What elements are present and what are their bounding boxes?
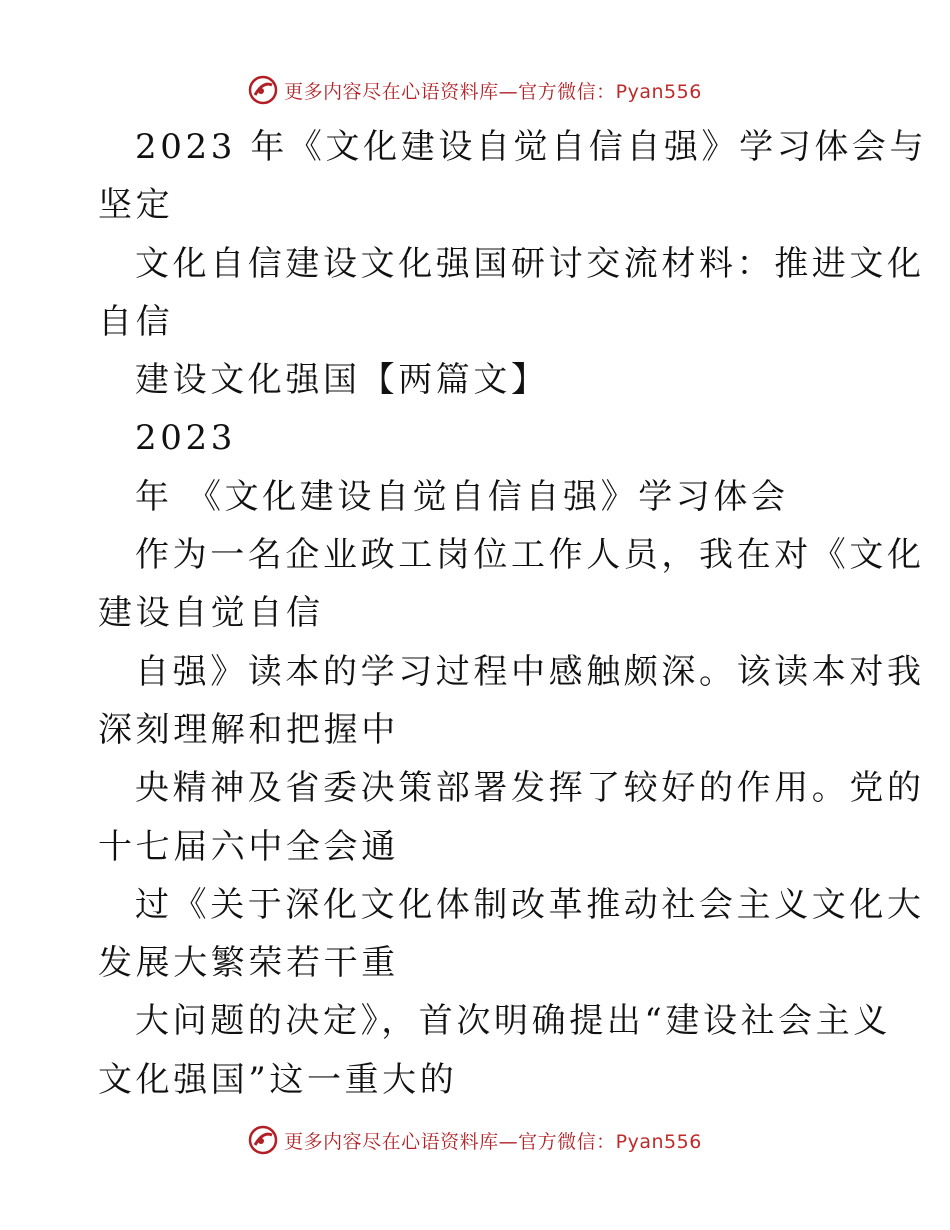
text-line: 2023 (135, 418, 236, 459)
text-line: 央精神及省委决策部署发挥了较好的作用。党的 (135, 768, 925, 809)
document-body (98, 118, 928, 1109)
footer-watermark (0, 1120, 950, 1160)
text-line: 自信 (98, 301, 174, 342)
text-line: 建设文化强国【两篇文】 (135, 360, 549, 401)
text-line: 大问题的决定》，首次明确提出“建设社会主义 (135, 1001, 891, 1042)
brand-logo-icon (248, 75, 278, 105)
watermark-text: 更多内容尽在心语资料库—官方微信：Pyan556 (284, 80, 702, 103)
brand-logo-icon (248, 1125, 278, 1155)
text-line: 作为一名企业政工岗位工作人员，我在对《文化 (135, 535, 925, 576)
text-line: 十七届六中全会通 (98, 826, 399, 867)
wechat-id: Pyan556 (615, 80, 702, 103)
watermark-text: 更多内容尽在心语资料库—官方微信：Pyan556 (284, 1130, 702, 1153)
text-line: 深刻理解和把握中 (98, 709, 399, 750)
wechat-id: Pyan556 (615, 1130, 702, 1153)
text-line: 自强》读本的学习过程中感触颇深。该读本对我 (135, 651, 925, 692)
text-line: 过《关于深化文化体制改革推动社会主义文化大 (135, 884, 925, 925)
header-watermark (0, 70, 950, 110)
text-line: 坚定 (98, 185, 174, 226)
text-line: 文化强国”这一重大的 (98, 1059, 458, 1100)
text-line: 建设自觉自信 (98, 593, 324, 634)
text-line: 文化自信建设文化强国研讨交流材料：推进文化 (135, 243, 925, 284)
text-line: 2023 年《文化建设自觉自信自强》学习体会与 (135, 127, 928, 167)
text-line: 发展大繁荣若干重 (98, 943, 399, 984)
text-line: 年 《文化建设自觉自信自强》学习体会 (135, 476, 789, 517)
